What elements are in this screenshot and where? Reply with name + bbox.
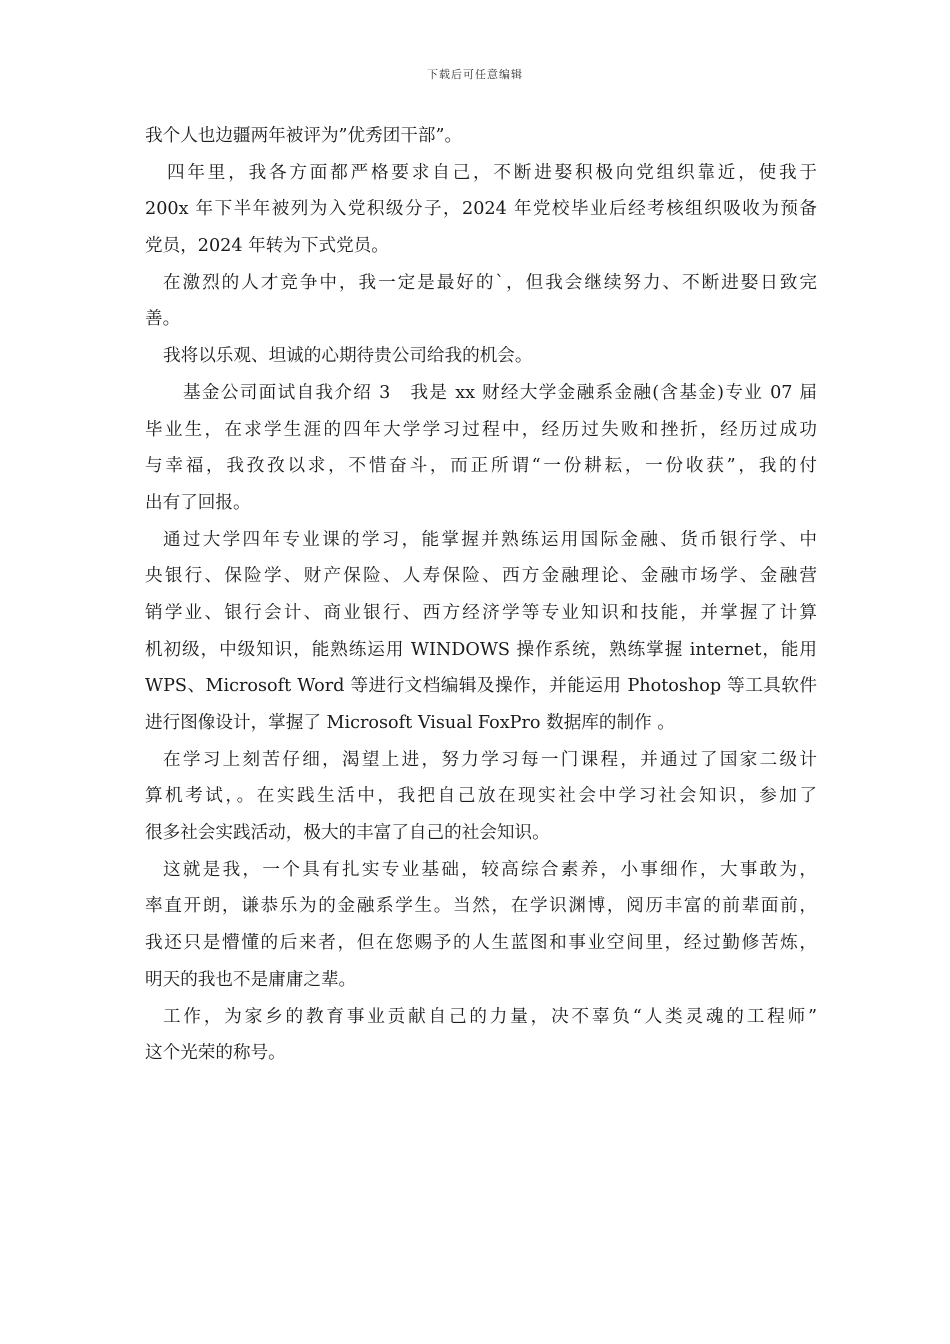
page-header: 下载后可任意编辑 — [427, 68, 523, 81]
text-line: 通过大学四年专业课的学习，能掌握并熟练运用国际金融、货币银行学、中 — [163, 529, 817, 550]
text-line: 这个光荣的称号。 — [145, 1043, 286, 1064]
text-line: 党员，2024 年转为下式党员。 — [145, 236, 389, 257]
text-line: 明天的我也不是庸庸之辈。 — [145, 969, 357, 990]
text-line: 率直开朗，谦恭乐为的金融系学生。当然，在学识渊博，阅历丰富的前辈面前， — [145, 896, 817, 917]
text-line: 与幸福，我孜孜以求，不惜奋斗，而正所谓“一份耕耘，一份收获”，我的付 — [145, 456, 817, 477]
text-line: 200x 年下半年被列为入党积级分子，2024 年党校毕业后经考核组织吸收为预备 — [145, 199, 817, 220]
text-line: 在激烈的人才竞争中，我一定是最好的`，但我会继续努力、不断进娶日致完 — [163, 272, 817, 293]
text-line: 出有了回报。 — [145, 492, 251, 513]
text-line: 毕业生，在求学生涯的四年大学学习过程中，经历过失败和挫折，经历过成功 — [145, 419, 817, 440]
text-line: 销学业、银行会计、商业银行、西方经济学等专业知识和技能，并掌握了计算 — [145, 602, 817, 623]
text-line: 机初级，中级知识，能熟练运用 WINDOWS 操作系统，熟练掌握 internet，能用 — [145, 639, 817, 660]
text-line: 央银行、保险学、财产保险、人寿保险、西方金融理论、金融市场学、金融营 — [145, 566, 817, 587]
text-line: 我个人也边疆两年被评为”优秀团干部”。 — [145, 126, 463, 146]
text-line: 算机考试，。在实践生活中，我把自己放在现实社会中学习社会知识，参加了 — [145, 786, 817, 807]
text-line: 工作，为家乡的教育事业贡献自己的力量，决不辜负“人类灵魂的工程师” — [163, 1006, 817, 1027]
document-body — [145, 118, 817, 1072]
text-line: 基金公司面试自我介绍 3 我是 xx 财经大学金融系金融(含基金)专业 07 届 — [183, 382, 817, 403]
text-line: 很多社会实践活动，极大的丰富了自己的社会知识。 — [145, 823, 550, 844]
text-line: 这就是我，一个具有扎实专业基础，较高综合素养，小事细作，大事敢为， — [163, 859, 817, 880]
text-line: 进行图像设计，掌握了 Microsoft Visual FoxPro 数据库的制作 。 — [145, 713, 675, 733]
text-line: WPS、Microsoft Word 等进行文档编辑及操作，并能运用 Photoshop 等工具软件 — [145, 676, 817, 697]
text-line: 四年里，我各方面都严格要求自己，不断进娶积极向党组织靠近，使我于 — [167, 162, 817, 183]
text-line: 在学习上刻苦仔细，渴望上进，努力学习每一门课程，并通过了国家二级计 — [163, 749, 817, 770]
text-line: 善。 — [145, 309, 181, 330]
text-line: 我还只是懵懂的后来者，但在您赐予的人生蓝图和事业空间里，经过勤修苦炼， — [145, 933, 817, 954]
text-line: 我将以乐观、坦诚的心期待贵公司给我的机会。 — [163, 346, 533, 367]
